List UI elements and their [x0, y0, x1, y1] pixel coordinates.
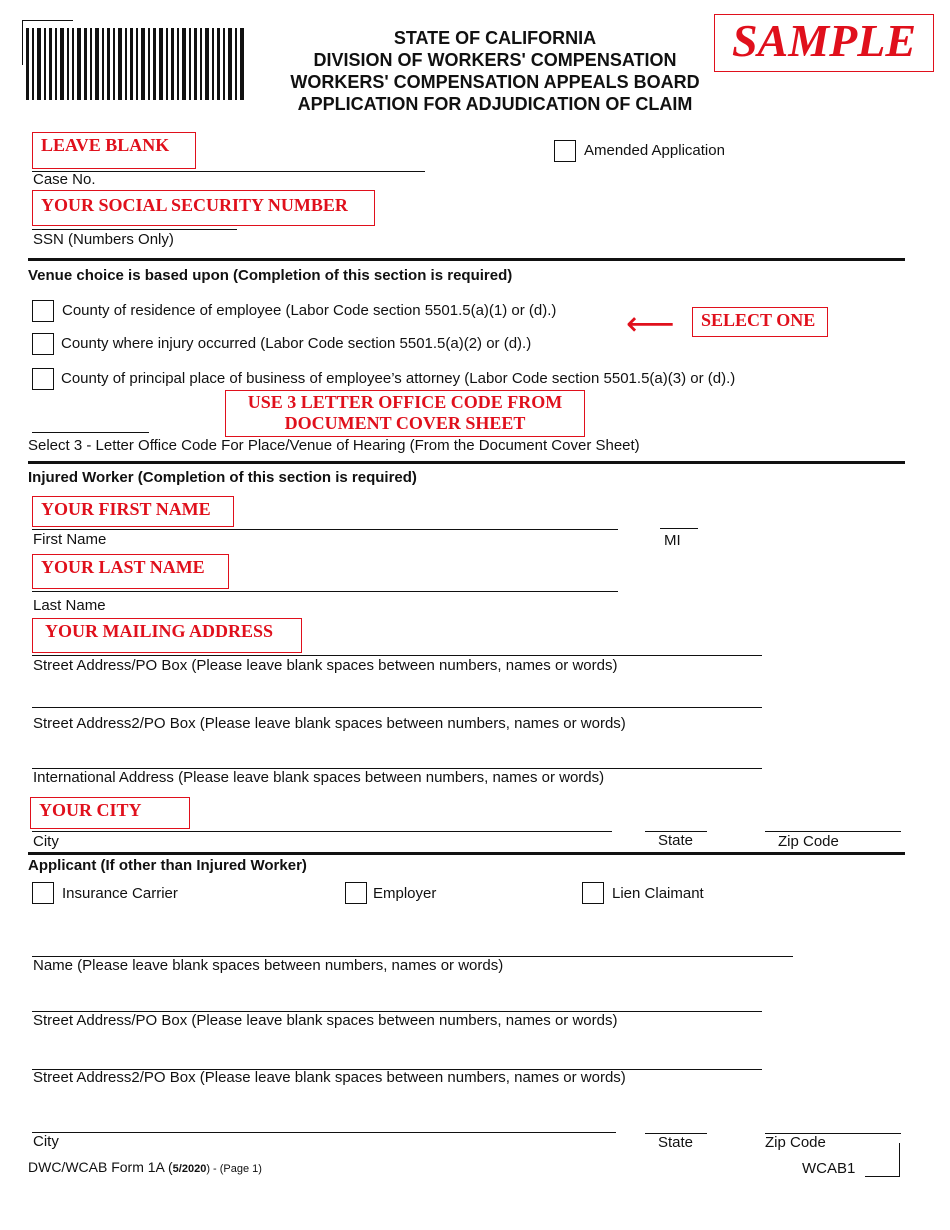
venue-option-injury-checkbox[interactable]: [32, 333, 54, 355]
zip-code-field[interactable]: [765, 831, 901, 832]
applicant-name-label: Name (Please leave blank spaces between numbers, names or words): [33, 957, 504, 974]
street-address2-field[interactable]: [32, 707, 762, 708]
zip-code-label: Zip Code: [778, 833, 839, 850]
city-field[interactable]: [32, 831, 612, 832]
amended-application-label: Amended Application: [584, 142, 725, 159]
mailing-address-hint: YOUR MAILING ADDRESS: [32, 618, 302, 653]
office-code-hint-line-2: DOCUMENT COVER SHEET: [284, 413, 526, 433]
form-code: WCAB1: [802, 1160, 856, 1177]
header-line-1: STATE OF CALIFORNIA: [393, 28, 597, 48]
lien-claimant-checkbox[interactable]: [582, 882, 604, 904]
section-divider: [28, 461, 905, 464]
employer-checkbox[interactable]: [345, 882, 367, 904]
arrow-left-icon: ⟵: [626, 304, 675, 344]
state-label: State: [658, 832, 694, 849]
lien-claimant-label: Lien Claimant: [612, 885, 704, 902]
employer-label: Employer: [373, 885, 437, 902]
first-name-label: First Name: [33, 531, 107, 548]
city-hint: YOUR CITY: [30, 797, 190, 829]
office-code-field[interactable]: [32, 432, 149, 433]
applicant-street-address-label: Street Address/PO Box (Please leave blank spaces between numbers, names or words): [33, 1012, 618, 1029]
section-divider: [28, 258, 905, 261]
header-title: [270, 27, 720, 115]
case-no-label: Case No.: [33, 171, 96, 188]
mi-field[interactable]: [660, 528, 698, 529]
leave-blank-hint: LEAVE BLANK: [32, 132, 196, 169]
header-line-4: APPLICATION FOR ADJUDICATION OF CLAIM: [297, 94, 693, 114]
applicant-zip-code-label: Zip Code: [765, 1134, 826, 1151]
venue-option-injury-label: County where injury occurred (Labor Code section 5501.5(a)(2) or (d).): [61, 335, 532, 352]
last-name-hint: YOUR LAST NAME: [32, 554, 229, 589]
barcode: [26, 28, 246, 100]
section-divider: [28, 852, 905, 855]
last-name-field[interactable]: [32, 591, 618, 592]
international-address-label: International Address (Please leave blank spaces between numbers, names or words): [33, 769, 605, 786]
applicant-state-label: State: [658, 1134, 694, 1151]
ssn-field[interactable]: [32, 229, 237, 230]
venue-option-residence-label: County of residence of employee (Labor Code section 5501.5(a)(1) or (d).): [62, 302, 557, 319]
office-code-hint: [225, 390, 585, 437]
venue-section-title: Venue choice is based upon (Completion of this section is required): [28, 267, 513, 284]
corner-mark: [865, 1143, 900, 1177]
form-page: ) - (Page 1): [206, 1163, 262, 1175]
venue-option-residence-checkbox[interactable]: [32, 300, 54, 322]
last-name-label: Last Name: [33, 597, 106, 614]
injured-worker-section-title: Injured Worker (Completion of this section is required): [28, 469, 417, 486]
street-address-field[interactable]: [32, 655, 762, 656]
amended-application-checkbox[interactable]: [554, 140, 576, 162]
venue-option-attorney-label: County of principal place of business of employee’s attorney (Labor Code section 5501.5(a)(3) or (d).): [61, 370, 736, 387]
mi-label: MI: [664, 532, 681, 549]
first-name-hint: YOUR FIRST NAME: [32, 496, 234, 527]
form-identifier: [28, 1159, 262, 1175]
sample-stamp: SAMPLE: [714, 14, 934, 72]
header-line-2: DIVISION OF WORKERS' COMPENSATION: [313, 50, 677, 70]
insurance-carrier-label: Insurance Carrier: [62, 885, 178, 902]
form-name: DWC/WCAB Form 1A (: [28, 1159, 173, 1175]
form-date: 5/2020: [172, 1163, 207, 1175]
street-address2-label: Street Address2/PO Box (Please leave blank spaces between numbers, names or words): [33, 715, 626, 732]
applicant-section-title: Applicant (If other than Injured Worker): [28, 857, 307, 874]
venue-option-attorney-checkbox[interactable]: [32, 368, 54, 390]
applicant-city-label: City: [33, 1133, 59, 1150]
applicant-city-field[interactable]: [32, 1132, 616, 1133]
ssn-hint: YOUR SOCIAL SECURITY NUMBER: [32, 190, 375, 226]
applicant-street-address2-label: Street Address2/PO Box (Please leave blank spaces between numbers, names or words): [33, 1069, 626, 1086]
office-code-hint-line-1: USE 3 LETTER OFFICE CODE FROM: [247, 392, 563, 412]
first-name-field[interactable]: [32, 529, 618, 530]
street-address-label: Street Address/PO Box (Please leave blank spaces between numbers, names or words): [33, 657, 618, 674]
insurance-carrier-checkbox[interactable]: [32, 882, 54, 904]
office-code-label: Select 3 - Letter Office Code For Place/Venue of Hearing (From the Document Cover Sheet): [28, 437, 640, 454]
select-one-hint: SELECT ONE: [692, 307, 828, 337]
city-label: City: [33, 833, 59, 850]
ssn-label: SSN (Numbers Only): [33, 231, 174, 248]
header-line-3: WORKERS' COMPENSATION APPEALS BOARD: [290, 72, 700, 92]
